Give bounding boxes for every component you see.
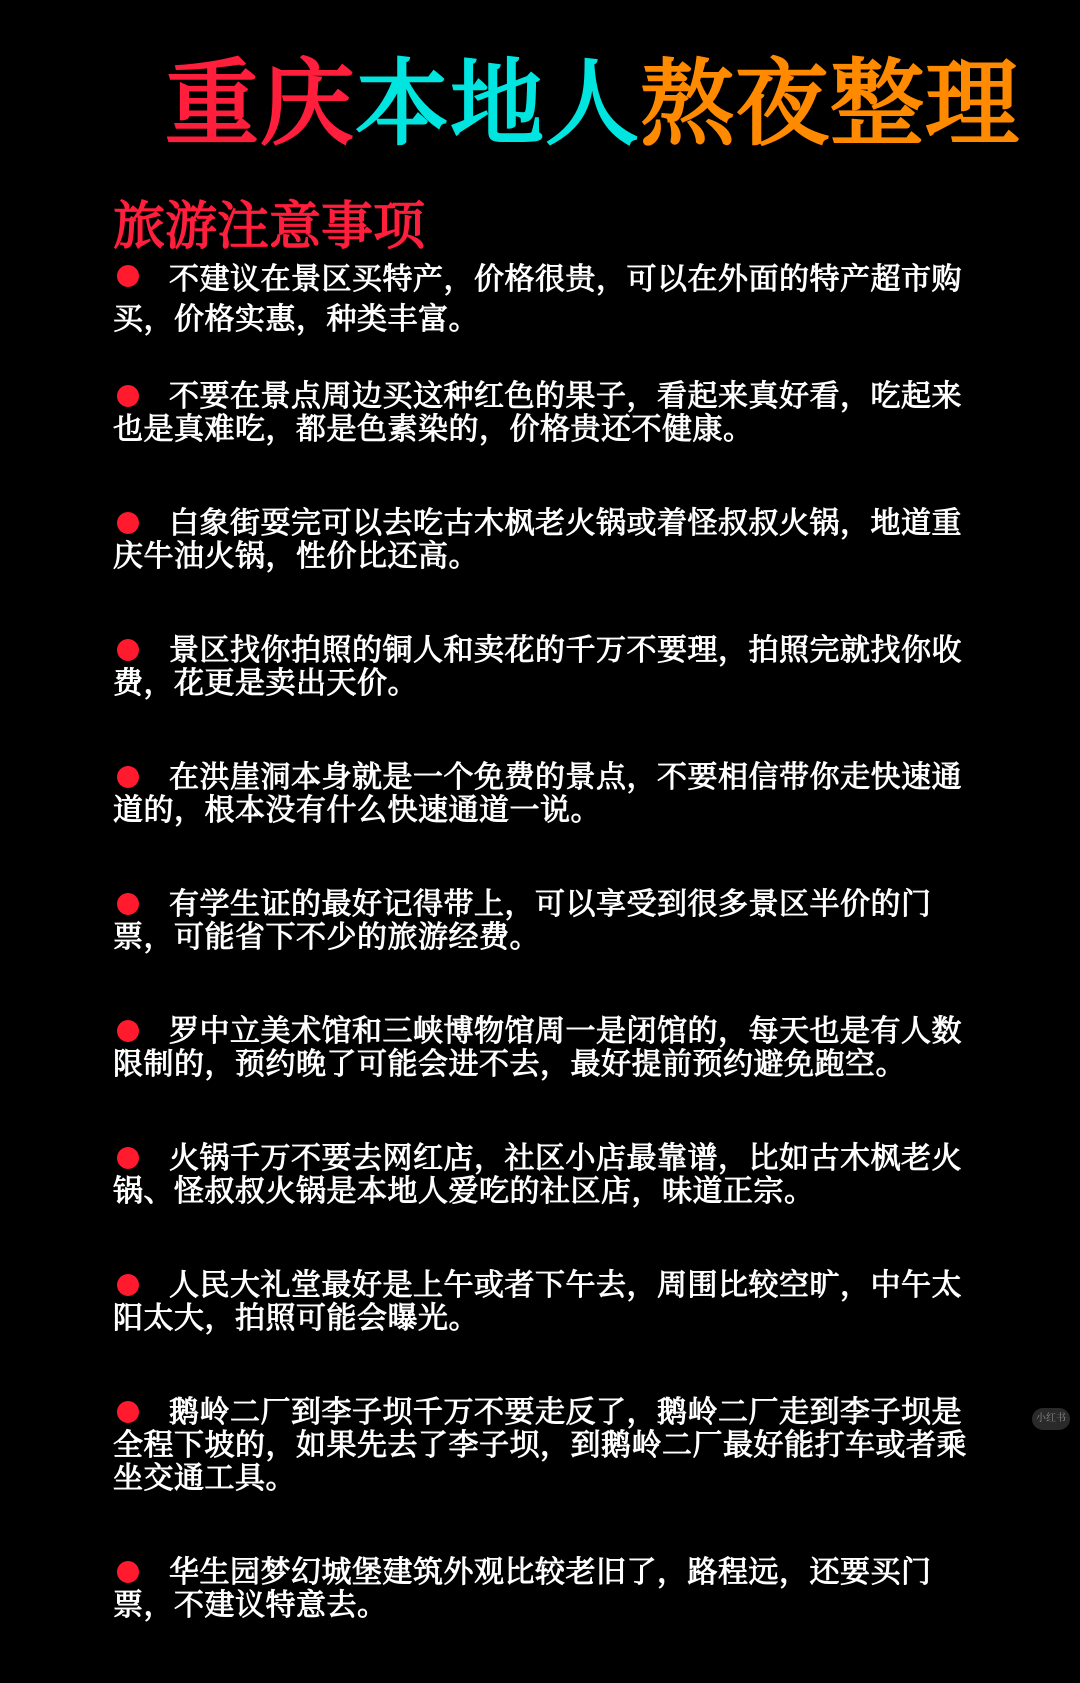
tip-text: 在洪崖洞本身就是一个免费的景点，不要相信带你走快速通道的，根本没有什么快速通道一说。 xyxy=(113,760,962,828)
bullet-dot-icon xyxy=(117,639,139,661)
title-part-late-night: 熬夜整理 xyxy=(640,50,1021,159)
list-item xyxy=(113,1015,973,1081)
title-part-chongqing: 重庆 xyxy=(165,50,356,159)
section-heading: 旅游注意事项 xyxy=(113,197,426,257)
list-item xyxy=(113,634,973,700)
list-item xyxy=(113,380,973,446)
bullet-dot-icon xyxy=(117,512,139,534)
list-item xyxy=(113,507,973,573)
tip-text: 火锅千万不要去网红店，社区小店最靠谱，比如古木枫老火锅、怪叔叔火锅是本地人爱吃的社区店，味道正宗。 xyxy=(113,1141,962,1209)
list-item xyxy=(113,1142,973,1208)
list-item xyxy=(113,761,973,827)
bullet-dot-icon xyxy=(117,1020,139,1042)
tip-text: 有学生证的最好记得带上，可以享受到很多景区半价的门票，可能省下不少的旅游经费。 xyxy=(113,887,932,955)
tip-text: 不要在景点周边买这种红色的果子，看起来真好看，吃起来也是真难吃，都是色素染的，价格贵还不健康。 xyxy=(113,379,962,447)
bullet-dot-icon xyxy=(117,1401,139,1423)
tips-list xyxy=(113,260,973,1683)
bullet-dot-icon xyxy=(117,265,139,287)
bullet-dot-icon xyxy=(117,1147,139,1169)
list-item xyxy=(113,1556,973,1622)
tip-text: 白象街耍完可以去吃古木枫老火锅或着怪叔叔火锅，地道重庆牛油火锅，性价比还高。 xyxy=(113,506,962,574)
bullet-dot-icon xyxy=(117,385,139,407)
page-title xyxy=(165,50,1045,160)
tip-text: 人民大礼堂最好是上午或者下午去，周围比较空旷，中午太阳太大，拍照可能会曝光。 xyxy=(113,1268,962,1336)
list-item xyxy=(113,1269,973,1335)
tip-text: 罗中立美术馆和三峡博物馆周一是闭馆的，每天也是有人数限制的，预约晚了可能会进不去，最好提前预约避免跑空。 xyxy=(113,1014,962,1082)
bullet-dot-icon xyxy=(117,1561,139,1583)
tip-text: 景区找你拍照的铜人和卖花的千万不要理，拍照完就找你收费，花更是卖出天价。 xyxy=(113,633,962,701)
watermark-logo: 小红书 xyxy=(1032,1408,1070,1430)
bullet-dot-icon xyxy=(117,766,139,788)
bullet-dot-icon xyxy=(117,893,139,915)
tip-text: 华生园梦幻城堡建筑外观比较老旧了，路程远，还要买门票，不建议特意去。 xyxy=(113,1555,932,1623)
list-item xyxy=(113,1396,973,1495)
bullet-dot-icon xyxy=(117,1274,139,1296)
list-item xyxy=(113,260,973,340)
tip-text: 鹅岭二厂到李子坝千万不要走反了，鹅岭二厂走到李子坝是全程下坡的，如果先去了李子坝，到鹅岭二厂最好能打车或者乘坐交通工具。 xyxy=(113,1395,967,1496)
list-item xyxy=(113,888,973,954)
title-part-locals: 本地人 xyxy=(355,50,641,159)
tip-text: 不建议在景区买特产，价格很贵，可以在外面的特产超市购买，价格实惠，种类丰富。 xyxy=(113,262,962,337)
